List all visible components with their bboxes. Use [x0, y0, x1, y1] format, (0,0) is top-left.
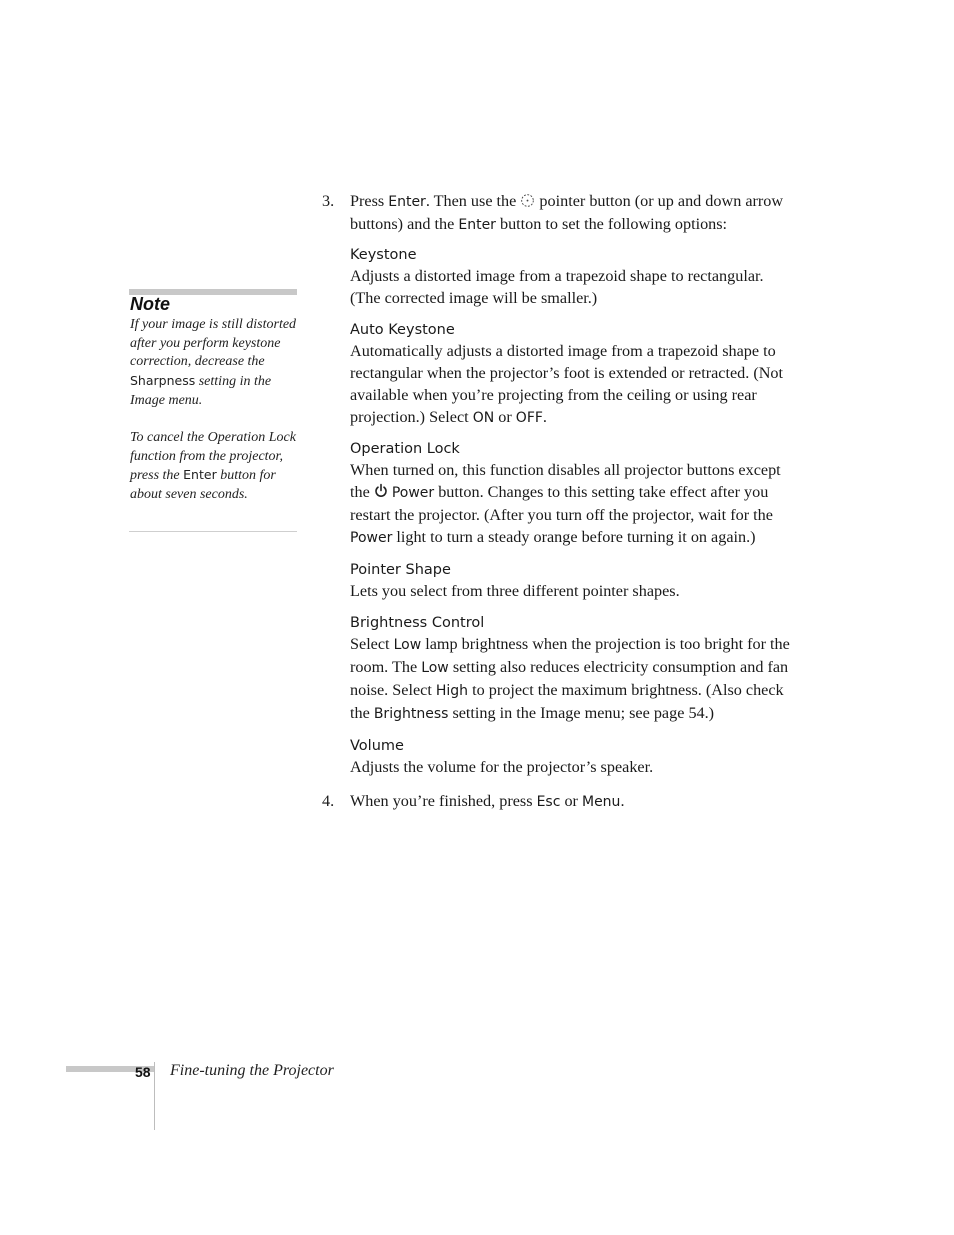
page-number: 58	[135, 1064, 151, 1080]
note-paragraph-operation-lock	[130, 429, 302, 505]
option-title: Brightness Control	[350, 614, 485, 631]
option-text: button. Changes to this setting take effect after you restart the projector. (After you turn off the projector, wait for the	[350, 483, 773, 525]
step-3	[322, 190, 792, 236]
power-icon	[374, 483, 388, 498]
option-description	[350, 341, 792, 430]
option-description	[350, 634, 792, 726]
ui-term-enter: Enter	[388, 194, 426, 210]
step-text: or	[560, 791, 582, 810]
option-volume	[350, 735, 792, 779]
option-title: Operation Lock	[350, 441, 460, 458]
option-operation-lock	[350, 438, 792, 550]
note-paragraph-sharpness	[130, 316, 302, 411]
option-text: light to turn a steady orange before turning it on again.)	[392, 528, 756, 547]
section-title: Fine-tuning the Projector	[170, 1062, 334, 1079]
pointer-icon	[520, 193, 535, 208]
option-text: or	[494, 407, 516, 426]
ui-term-esc: Esc	[536, 793, 561, 810]
option-text: setting in the Image menu; see page 54.)	[448, 703, 715, 722]
ui-term-off: OFF	[515, 409, 543, 426]
ui-term-low: Low	[421, 659, 449, 676]
main-content	[322, 190, 792, 813]
note-text: If your image is still distorted after you perform keystone correction, decrease the	[130, 317, 297, 370]
note-title: Note	[130, 294, 170, 314]
option-description: Lets you select from three different pointer shapes.	[350, 582, 680, 601]
ui-term-brightness: Brightness	[373, 705, 449, 722]
option-brightness-control	[350, 612, 792, 726]
ui-term-enter: Enter	[183, 467, 217, 483]
note-text: To cancel the Operation Lock function from the projector, press the	[130, 430, 296, 484]
option-keystone	[350, 244, 792, 310]
step-4	[322, 790, 792, 813]
step-text: When you’re finished, press	[350, 791, 537, 810]
option-title: Keystone	[350, 247, 417, 263]
note-bottom-rule	[129, 531, 297, 532]
step-text: . Then use the	[425, 192, 521, 210]
note-text: setting in the Image menu.	[130, 374, 272, 408]
footer-divider	[154, 1062, 155, 1130]
ui-term-sharpness: Sharpness	[130, 373, 196, 389]
option-text: Automatically adjusts a distorted image from a trapezoid shape to rectangular when the projector’s foot is extended or retracted. (Not available when you’re projecting from the ceiling or using rear projection.) Select	[350, 341, 783, 426]
ui-term-menu: Menu	[581, 793, 621, 810]
option-text: When turned on, this function disables all projector buttons except the	[350, 461, 781, 502]
step-text: button to set the following options:	[495, 215, 728, 233]
step-text: Press	[350, 192, 389, 210]
step-text: pointer button (or up and down arrow buttons) and the	[350, 192, 784, 233]
ui-term-on: ON	[472, 409, 495, 426]
ui-term-power: Power	[350, 530, 393, 547]
note-body	[130, 316, 302, 523]
option-title: Volume	[350, 737, 404, 754]
option-title: Pointer Shape	[350, 562, 451, 579]
step-text: .	[620, 791, 625, 810]
step-number: 3.	[322, 192, 335, 210]
option-description: Adjusts a distorted image from a trapezoid shape to rectangular. (The corrected image will be smaller.)	[350, 267, 764, 307]
ui-term-enter: Enter	[458, 217, 496, 233]
note-text: button for about seven seconds.	[130, 468, 276, 503]
options-list	[350, 244, 792, 779]
ui-term-low: Low	[393, 636, 422, 653]
option-text: .	[542, 407, 547, 426]
option-description: Adjusts the volume for the projector’s speaker.	[350, 757, 654, 776]
ui-term-power: Power	[391, 485, 435, 502]
option-text: Select	[350, 634, 394, 653]
option-text: to project the maximum brightness. (Also check the	[350, 680, 784, 722]
option-title: Auto Keystone	[350, 321, 455, 338]
option-description	[350, 460, 792, 550]
ui-term-high: High	[435, 682, 469, 699]
option-auto-keystone	[350, 319, 792, 430]
option-pointer-shape	[350, 559, 792, 603]
option-text: lamp brightness when the projection is too bright for the room. The	[350, 634, 790, 676]
step-number: 4.	[322, 791, 335, 810]
option-text: setting also reduces electricity consumption and fan noise. Select	[350, 657, 789, 699]
